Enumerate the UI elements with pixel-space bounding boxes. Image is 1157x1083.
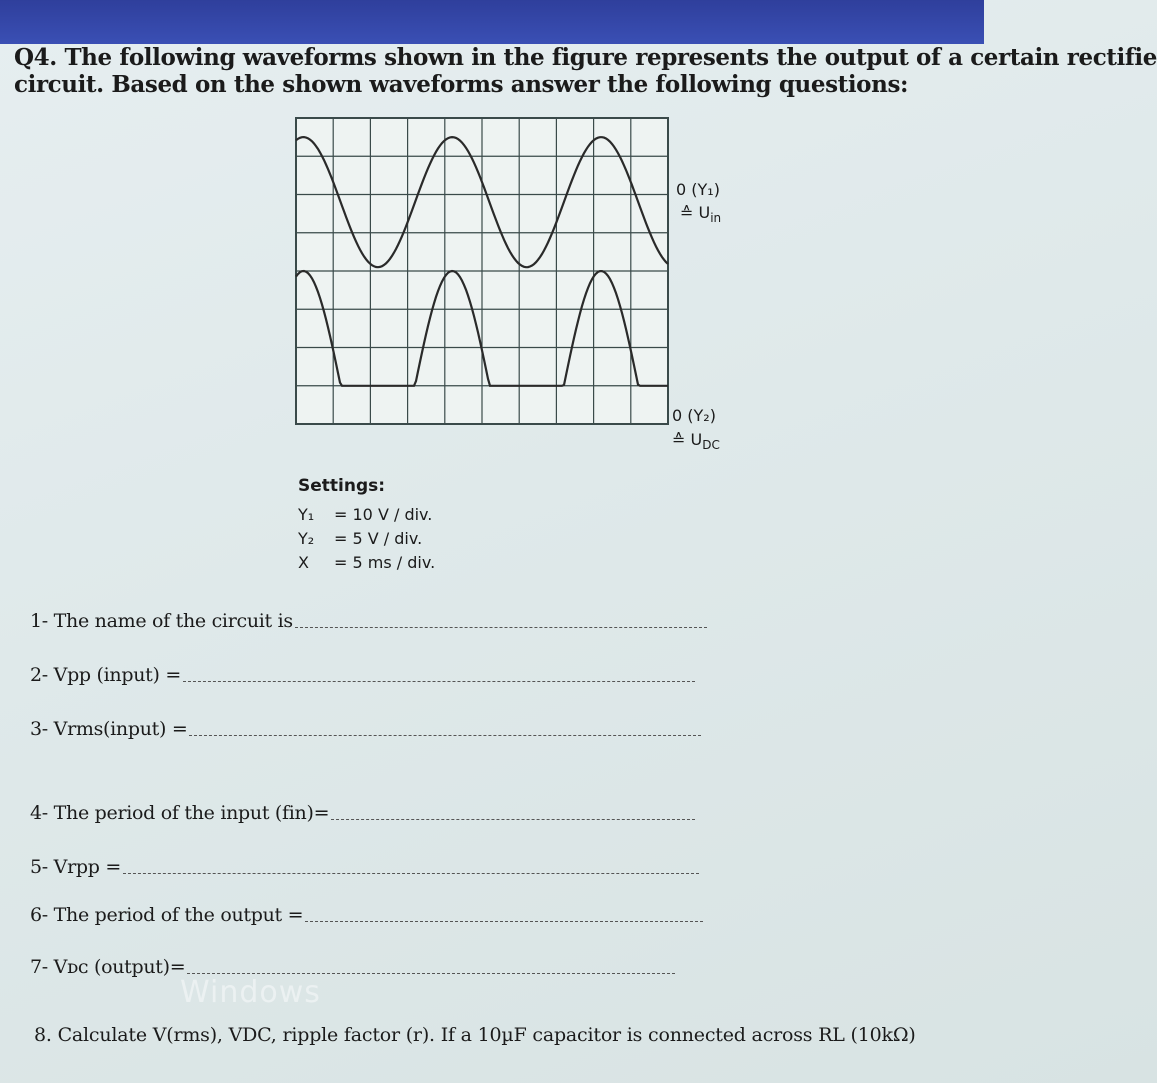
ch2-zero-label: 0 (Y₂)	[672, 406, 716, 425]
answer-line[interactable]	[331, 818, 695, 820]
question-item-label: 6- The period of the output =	[30, 904, 304, 926]
windows-watermark: Windows	[180, 975, 321, 1010]
question-item-label: 1- The name of the circuit is	[30, 610, 293, 632]
question-item	[30, 802, 695, 824]
question-text	[14, 44, 1157, 98]
question-item	[30, 610, 707, 632]
settings-key: Y₁	[298, 504, 315, 524]
question-item-label: 4- The period of the input (fin)=	[30, 802, 330, 824]
question-item-label: 3- Vrms(input) =	[30, 718, 188, 740]
ch2-signal-sub: DC	[702, 438, 720, 453]
question-line-1: Q4. The following waveforms shown in the figure represents the output of a certain rectifie	[14, 44, 1157, 71]
oscilloscope-grid	[296, 118, 668, 424]
settings-key: X	[298, 552, 309, 572]
settings-value: = 5 V / div.	[334, 528, 423, 548]
settings-row	[298, 550, 435, 574]
settings-key: Y₂	[298, 528, 315, 548]
question-item-label: 2- Vpp (input) =	[30, 664, 181, 686]
answer-line[interactable]	[123, 872, 699, 874]
question-8: 8. Calculate V(rms), VDC, ripple factor (r). If a 10µF capacitor is connected across RL (10kΩ)	[34, 1024, 916, 1046]
ch1-signal-sub: in	[710, 211, 722, 226]
ch1-zero-label: 0 (Y₁)	[676, 180, 720, 199]
ch2-signal-label	[672, 430, 720, 455]
ch1-signal-symbol: ≙ U	[680, 203, 711, 222]
top-bar	[0, 0, 984, 44]
answer-line[interactable]	[187, 972, 675, 974]
question-item	[30, 664, 695, 686]
question-item	[30, 956, 675, 978]
settings-value: = 5 ms / div.	[334, 552, 436, 572]
oscilloscope-figure	[296, 118, 668, 424]
answer-line[interactable]	[305, 920, 703, 922]
ch2-signal-symbol: ≙ U	[672, 430, 703, 449]
answer-line[interactable]	[189, 734, 701, 736]
question-item-label: 7- Vᴅᴄ (output)=	[30, 956, 186, 978]
question-item	[30, 904, 703, 926]
settings-title: Settings:	[298, 476, 386, 496]
settings-row	[298, 526, 435, 550]
answer-line[interactable]	[295, 626, 707, 628]
settings-value: = 10 V / div.	[334, 504, 433, 524]
ch1-signal-label	[680, 203, 721, 228]
question-item	[30, 856, 699, 878]
question-item	[30, 718, 701, 740]
settings-block	[298, 476, 435, 574]
question-item-label: 5- Vrpp =	[30, 856, 121, 878]
answer-line[interactable]	[183, 680, 695, 682]
question-line-2: circuit. Based on the shown waveforms answer the following questions:	[14, 71, 909, 98]
settings-row	[298, 502, 435, 526]
